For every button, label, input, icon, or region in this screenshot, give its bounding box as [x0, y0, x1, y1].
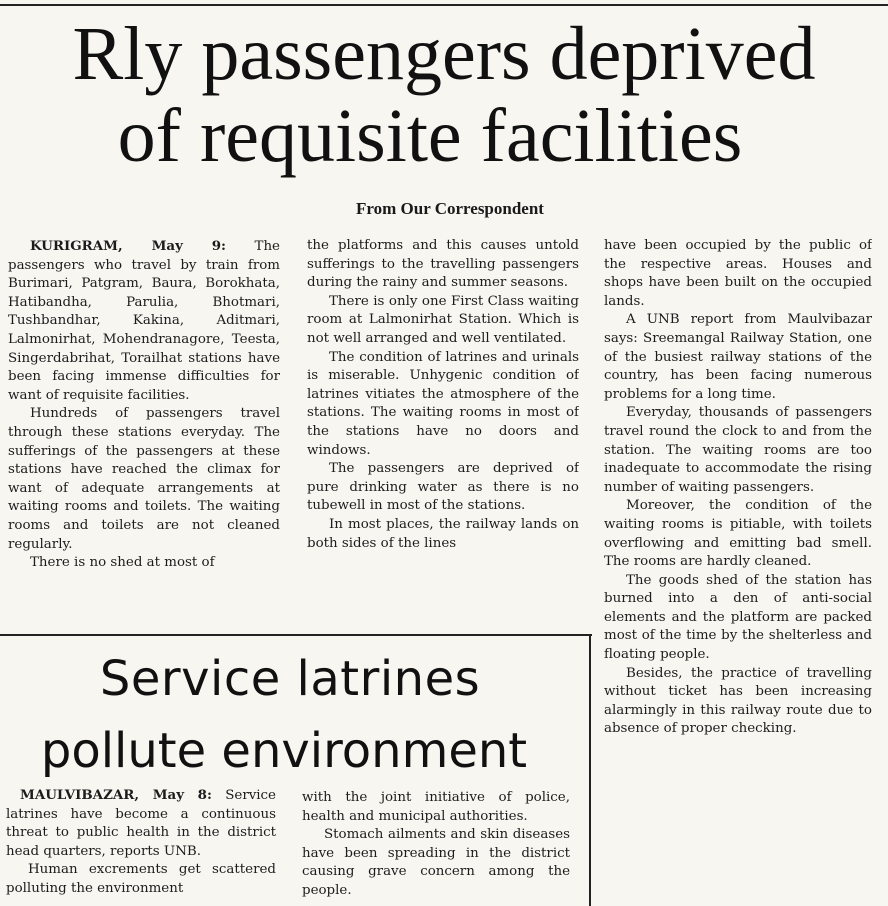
paragraph: with the joint initiative of police, health and municipal authorities.	[302, 790, 570, 824]
paragraph: Hundreds of passengers travel through these stations everyday. The sufferings of the passengers at these stations have reached the climax for want of adequate arrangements at waiting rooms and toilets. The waiting rooms and toilets are not cleaned regularly.	[8, 406, 280, 552]
article1-column-3	[604, 237, 872, 901]
headline-line-1: Rly passengers deprived	[72, 12, 816, 96]
paragraph: The goods shed of the station has burned into a den of anti-social elements and the platform are packed most of the time by the shelterless and floating people.	[604, 572, 872, 663]
article-divider-rule	[0, 634, 592, 636]
dateline: KURIGRAM, May 9:	[30, 238, 227, 254]
paragraph: Besides, the practice of travelling without ticket has been increasing alarmingly in this railway route due to absence of proper checking.	[604, 665, 872, 737]
paragraph	[8, 237, 280, 405]
paragraph: Everyday, thousands of passengers travel round the clock to and from the station. The waiting rooms are too inadequate to accommodate the rising number of waiting passengers.	[604, 405, 872, 495]
headline-line-2: of requisite facilities	[117, 94, 743, 178]
paragraph: There is no shed at most of	[30, 555, 215, 571]
paragraph: Stomach ailments and skin diseases have been spreading in the district causing grave concern among the people.	[302, 827, 570, 898]
paragraph: The condition of latrines and urinals is miserable. Unhygenic condition of latrines vitiates the atmosphere of the stations. The waiting rooms in most of the stations have no doors and windows.	[307, 349, 579, 458]
paragraph: In most places, the railway lands on both sides of the lines	[307, 516, 579, 551]
article2-column-2	[302, 789, 570, 906]
article1-column-2	[307, 237, 579, 631]
paragraph: There is only one First Class waiting room at Lalmonirhat Station. Which is not well arranged and well ventilated.	[307, 293, 579, 346]
byline: From Our Correspondent	[356, 199, 544, 218]
paragraph: Moreover, the condition of the waiting rooms is pitiable, with toilets overflowing and emitting bad smell. The rooms are hardly cleaned.	[604, 498, 872, 570]
article1-column-1	[8, 237, 280, 631]
paragraph-text: The passengers who travel by train from Burimari, Patgram, Baura, Borokhata, Hatibandha, Parulia, Bhotmari, Tushbandhar, Kakina, Aditmari, Lalmonirhat, Mohendranagore, Teesta, Singerdabrihat, Torailhat stations have been facing immense difficulties for want of requisite facilities.	[8, 239, 280, 403]
paragraph-text: Service latrines have become a continuous threat to public health in the district head quarters, reports UNB.	[6, 788, 276, 859]
article2-headline-line-2: pollute environment	[40, 723, 528, 779]
paragraph: The passengers are deprived of pure drinking water as there is no tubewell in most of the stations.	[307, 461, 579, 514]
paragraph: A UNB report from Maulvibazar says: Sreemangal Railway Station, one of the busiest railway stations of the country, has been facing numerous problems for a long time.	[604, 312, 872, 402]
article2-headline-line-1: Service latrines	[99, 651, 481, 707]
dateline: MAULVIBAZAR, May 8:	[20, 787, 212, 803]
paragraph: the platforms and this causes untold sufferings to the travelling passengers during the rainy and summer seasons.	[307, 238, 579, 291]
paragraph: have been occupied by the public of the respective areas. Houses and shops have been built on the occupied lands.	[604, 238, 872, 309]
paragraph: Human excrements get scattered polluting the environment	[6, 862, 276, 896]
paragraph	[6, 786, 276, 861]
column-divider-rule	[589, 634, 591, 906]
article2-column-1	[6, 786, 276, 906]
top-rule	[0, 4, 888, 6]
